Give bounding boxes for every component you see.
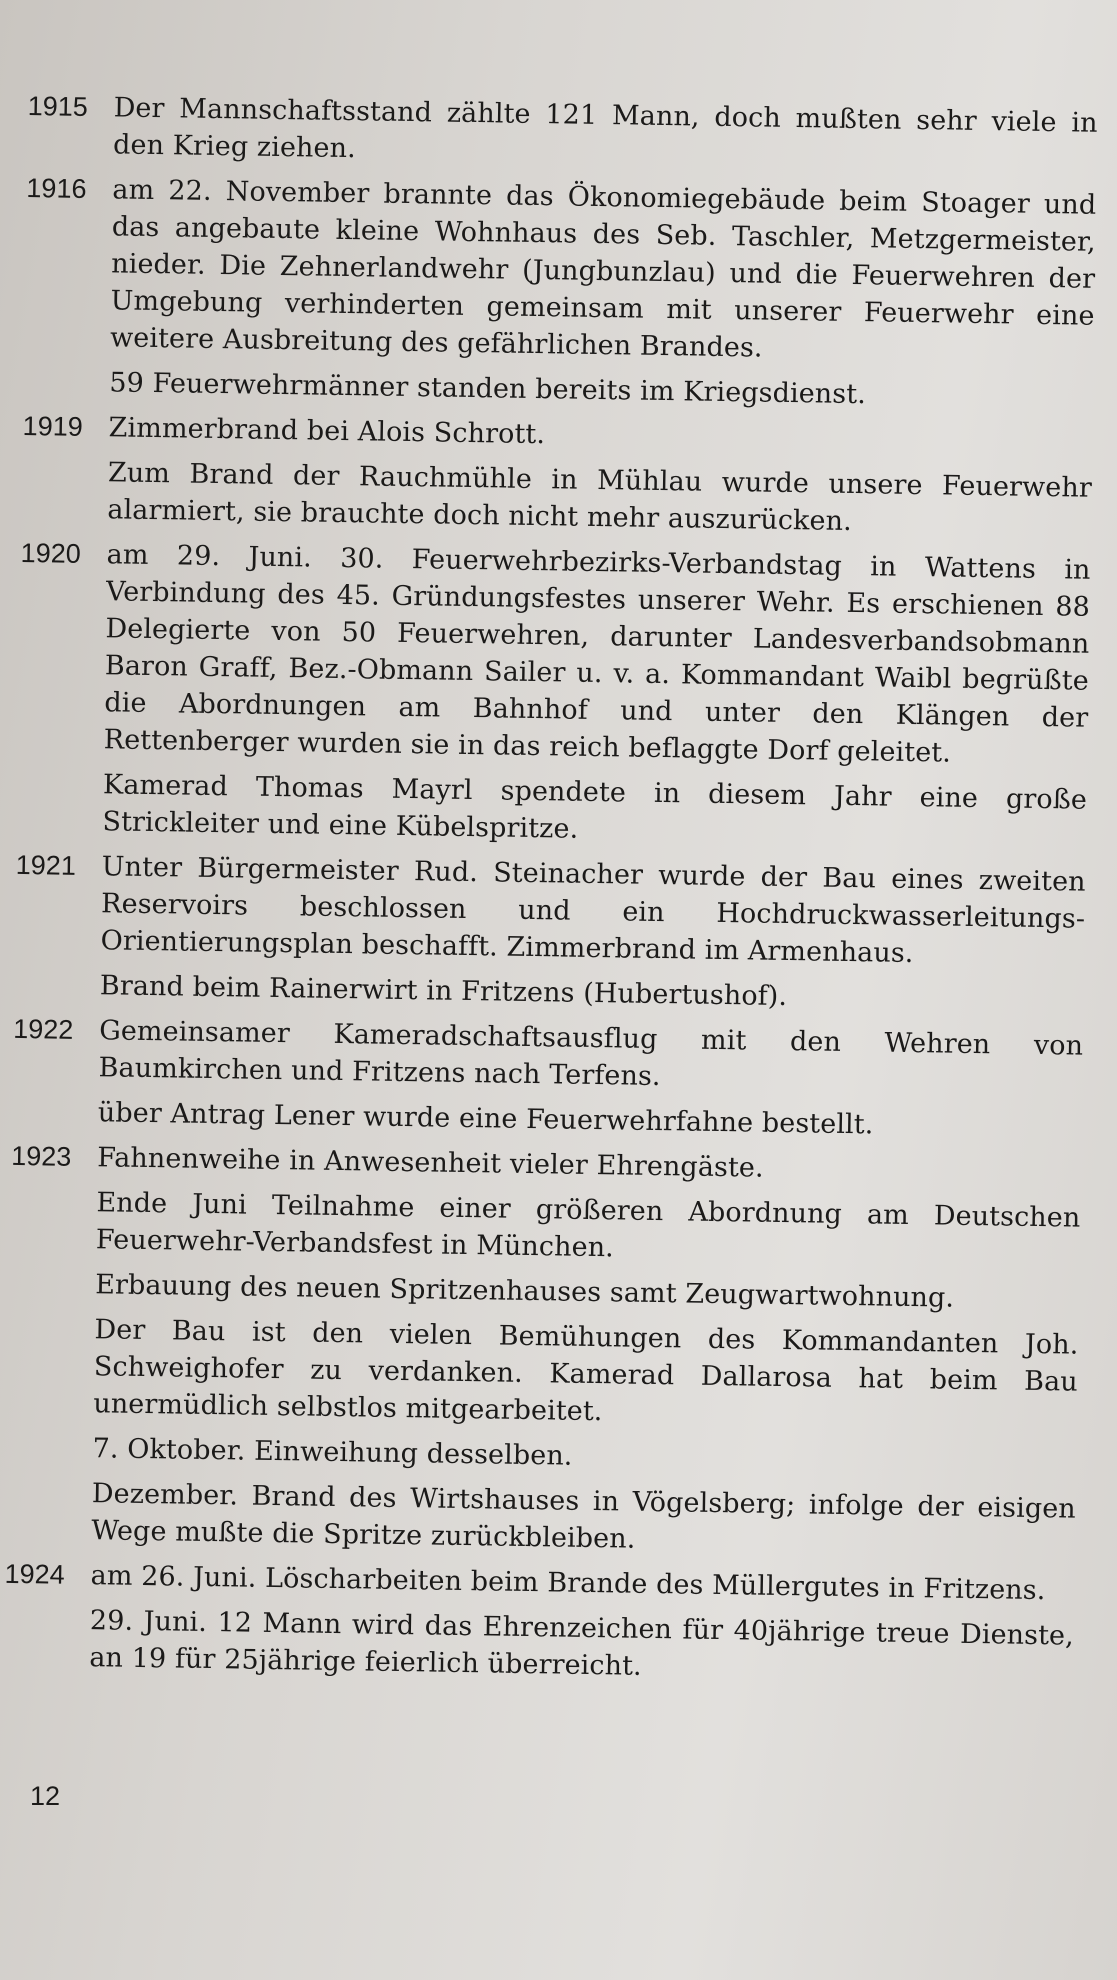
entry-paragraph: Der Bau ist den vielen Bemühungen des Kommandanten Joh. Schweighofer zu verdanken. Kamerad Dallarosa hat beim Bau unermüdlich selbstlos mitgearbeitet.: [93, 1314, 1079, 1428]
entry-text: [107, 409, 1093, 543]
entry-paragraph: 29. Juni. 12 Mann wird das Ehrenzeichen für 40jährige treue Dienste, an 19 für 25jährige feierlich überreicht.: [89, 1605, 1075, 1682]
entry-paragraph: Ende Juni Teilnahme einer größeren Abordnung am Deutschen Feuerwehr-Verbandsfest in München.: [95, 1187, 1081, 1264]
chronicle-entry-1924: [3, 1556, 1075, 1692]
entry-paragraph: über Antrag Lener wurde eine Feuerwehrfahne bestellt.: [97, 1097, 874, 1141]
entry-text: [98, 1012, 1084, 1146]
entry-paragraph: Der Mannschaftsstand zählte 121 Mann, doch mußten sehr viele in den Krieg ziehen.: [112, 92, 1098, 165]
entry-year: 1922: [12, 1013, 74, 1045]
chronicle-entry-1923: [5, 1138, 1081, 1565]
entry-text: [91, 1139, 1081, 1564]
entry-paragraph: Brand beim Rainerwirt in Fritzens (Hubertushof).: [99, 970, 788, 1013]
chronicle-entry-1920: [16, 535, 1091, 856]
entry-paragraph: am 29. Juni. 30. Feuerwehrbezirks-Verbandstag in Wattens in Verbindung des 45. Gründungsfestes unserer Wehr. Es erschienen 88 Delegierte von 50 Feuerwehren, darunter Landesverbandsobmann Baron Graff, Bez.-Obmann Sailer u. v. a. Kommandant Waibl begrüßte die Abordnungen am Bahnhof und unter den Klängen der Rettenberger wurden sie in das reich beflaggte Dorf geleitet.: [103, 539, 1091, 769]
entry-paragraph: Gemeinsamer Kameradschaftsausflug mit den Wehren von Baumkirchen und Fritzens nach Terfens.: [98, 1015, 1084, 1093]
chronicle-entries: [3, 88, 1098, 1700]
entry-paragraph: Fahnenweihe in Anwesenheit vieler Ehrengäste.: [96, 1142, 764, 1184]
entry-paragraph: Zimmerbrand bei Alois Schrott.: [108, 412, 546, 451]
entry-paragraph: Zum Brand der Rauchmühle in Mühlau wurde unsere Feuerwehr alarmiert, sie brauchte doch nicht mehr auszurücken.: [107, 457, 1093, 537]
entry-text: [109, 171, 1096, 416]
entry-paragraph: am 26. Juni. Löscharbeiten beim Brande des Müllergutes in Fritzens.: [90, 1560, 1046, 1607]
entry-text: [89, 1557, 1075, 1691]
entry-year: 1915: [27, 90, 89, 122]
chronicle-entry-1921: [14, 847, 1086, 1020]
entry-year: 1916: [26, 172, 87, 204]
entry-paragraph: 59 Feuerwehrmänner standen bereits im Kriegsdienst.: [109, 367, 867, 411]
entry-paragraph: Erbauung des neuen Spritzenhauses samt Zeugwartwohnung.: [94, 1269, 955, 1314]
chronicle-entry-1916: [23, 170, 1096, 417]
chronicle-entry-1919: [21, 408, 1093, 544]
chronicle-entry-1915: [27, 88, 1098, 179]
entry-paragraph: Dezember. Brand des Wirtshauses in Vögelsberg; infolge der eisigen Wege mußte die Spritze zurückbleiben.: [91, 1478, 1077, 1555]
entry-year: 1919: [22, 410, 83, 442]
entry-paragraph: Unter Bürgermeister Rud. Steinacher wurde der Bau eines zweiten Reservoirs beschlossen und ein Hochdruckwasserleitungs-Orientierungsplan beschafft. Zimmerbrand im Armenhaus.: [100, 851, 1086, 970]
entry-year: 1921: [15, 849, 77, 881]
entry-year: 1924: [4, 1558, 65, 1590]
entry-text: [100, 848, 1086, 1019]
page-number: 12: [30, 1781, 61, 1811]
entry-year: 1920: [20, 537, 82, 569]
entry-paragraph: am 22. November brannte das Ökonomiegebäude beim Stoager und das angebaute kleine Wohnhaus des Seb. Taschler, Metzgermeister, nieder. Die Zehnerlandwehr (Jungbunzlau) und die Feuerwehren der Umgebung verhinderten gemeinsam mit unserer Feuerwehr eine weitere Ausbreitung des gefährlichen Brandes.: [109, 174, 1097, 364]
entry-paragraph: Kamerad Thomas Mayrl spendete in diesem Jahr eine große Strickleiter und eine Kübelspritze.: [102, 769, 1088, 845]
entry-paragraph: 7. Oktober. Einweihung desselben.: [92, 1433, 573, 1472]
entry-year: 1923: [10, 1140, 72, 1172]
chronicle-entry-1922: [12, 1011, 1084, 1147]
entry-text: [102, 536, 1091, 855]
entry-text: [113, 89, 1098, 178]
